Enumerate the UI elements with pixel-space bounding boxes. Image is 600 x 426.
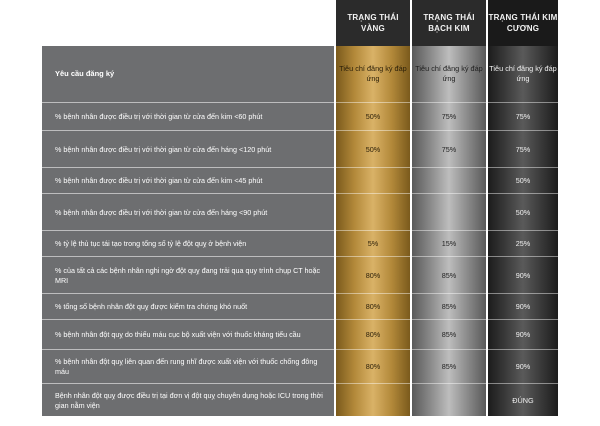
diamond-value: ĐÚNG <box>512 395 534 405</box>
requirement-row-7 <box>42 293 334 320</box>
requirement-label: % tỷ lệ thủ tục tái tạo trong tổng số tỷ lệ đột quỵ ở bệnh viện <box>55 239 247 248</box>
diamond-value-cell <box>488 319 558 350</box>
platinum-value: 85% <box>441 270 457 280</box>
gold-value-cell <box>336 230 410 257</box>
gold-value-cell <box>336 102 410 131</box>
gold-value-cell <box>336 349 410 384</box>
requirement-label: % tổng số bệnh nhân đột quỵ được kiểm tra chứng khó nuốt <box>55 302 248 311</box>
gold-status-title: TRẠNG THÁI VÀNG <box>347 13 399 33</box>
requirement-label: % của tất cả các bệnh nhân nghi ngờ đột quỵ đang trải qua quy trình chụp CT hoặc MRI <box>55 265 321 285</box>
requirements-header-row <box>42 46 334 102</box>
platinum-status-column <box>412 0 486 416</box>
requirement-row-4 <box>42 193 334 231</box>
gold-status-column <box>336 0 410 416</box>
diamond-value-cell <box>488 130 558 168</box>
gold-value-cell <box>336 293 410 320</box>
gold-value: 80% <box>365 330 381 339</box>
platinum-value-cell <box>412 383 486 417</box>
platinum-value-cell <box>412 349 486 384</box>
diamond-value: 50% <box>515 207 531 217</box>
gold-value-cell <box>336 383 410 417</box>
gold-criteria-cell <box>336 46 410 102</box>
platinum-status-title: TRẠNG THÁI BẠCH KIM <box>423 13 475 33</box>
diamond-status-column <box>488 0 558 416</box>
diamond-value-cell <box>488 230 558 257</box>
diamond-value-cell <box>488 256 558 294</box>
gold-value-cell <box>336 193 410 231</box>
requirement-row-9 <box>42 349 334 384</box>
diamond-value: 90% <box>515 270 531 280</box>
diamond-value-cell <box>488 293 558 320</box>
requirement-label: % bệnh nhân đột quỵ liên quan đến rung nhĩ được xuất viện với thuốc chống đông máu <box>55 357 318 376</box>
gold-status-header <box>336 0 410 46</box>
requirement-row-6 <box>42 256 334 294</box>
diamond-value: 50% <box>515 176 531 185</box>
requirements-header-label: Yêu cầu đăng ký <box>55 69 115 78</box>
platinum-value: 15% <box>441 239 457 248</box>
diamond-criteria-cell <box>488 46 558 102</box>
requirement-row-2 <box>42 130 334 168</box>
requirement-label: % bệnh nhân đột quỵ do thiếu máu cục bộ xuất viện với thuốc kháng tiểu cầu <box>55 330 301 339</box>
requirement-row-5 <box>42 230 334 257</box>
diamond-value: 90% <box>515 330 531 339</box>
platinum-value: 85% <box>441 362 457 371</box>
diamond-value-cell <box>488 102 558 131</box>
diamond-criteria-label: Tiêu chí đăng ký đáp ứng <box>489 64 557 83</box>
gold-value-cell <box>336 319 410 350</box>
diamond-value: 90% <box>515 302 531 311</box>
platinum-criteria-cell <box>412 46 486 102</box>
gold-value: 80% <box>365 302 381 311</box>
diamond-value: 75% <box>515 112 531 121</box>
diamond-value: 90% <box>515 362 531 371</box>
requirements-column <box>42 46 334 416</box>
platinum-value: 85% <box>441 302 457 311</box>
platinum-value-cell <box>412 130 486 168</box>
requirement-row-3 <box>42 167 334 194</box>
gold-value-cell <box>336 256 410 294</box>
gold-value-cell <box>336 167 410 194</box>
platinum-value-cell <box>412 167 486 194</box>
platinum-value: 85% <box>441 330 457 339</box>
gold-value: 50% <box>365 112 381 121</box>
requirement-label: Bệnh nhân đột quỵ được điều trị tại đơn vị đột quỵ chuyên dụng hoặc ICU trong thời gian nằm viện <box>55 390 323 410</box>
diamond-status-title: TRẠNG THÁI KIM CƯƠNG <box>488 13 558 33</box>
requirement-label: % bệnh nhân được điều trị với thời gian từ cửa đến háng <120 phút <box>55 144 272 154</box>
platinum-status-header <box>412 0 486 46</box>
diamond-status-header <box>488 0 558 46</box>
requirement-row-1 <box>42 102 334 131</box>
diamond-value-cell <box>488 167 558 194</box>
platinum-value-cell <box>412 230 486 257</box>
platinum-value-cell <box>412 293 486 320</box>
gold-criteria-label: Tiêu chí đăng ký đáp ứng <box>339 64 407 83</box>
diamond-value: 25% <box>515 239 531 248</box>
diamond-value: 75% <box>515 144 531 154</box>
diamond-value-cell <box>488 383 558 417</box>
gold-value-cell <box>336 130 410 168</box>
diamond-value-cell <box>488 349 558 384</box>
requirement-label: % bệnh nhân được điều trị với thời gian từ cửa đến kim <45 phút <box>55 176 263 185</box>
requirement-label: % bệnh nhân được điều trị với thời gian từ cửa đến háng <90 phút <box>55 207 268 217</box>
gold-value: 80% <box>365 362 381 371</box>
requirement-row-8 <box>42 319 334 350</box>
requirement-label: % bệnh nhân được điều trị với thời gian từ cửa đến kim <60 phút <box>55 112 263 121</box>
gold-value: 80% <box>365 270 381 280</box>
gold-value: 50% <box>365 144 381 154</box>
platinum-value-cell <box>412 193 486 231</box>
platinum-value: 75% <box>441 112 457 121</box>
platinum-value: 75% <box>441 144 457 154</box>
platinum-criteria-label: Tiêu chí đăng ký đáp ứng <box>415 64 483 83</box>
platinum-value-cell <box>412 256 486 294</box>
gold-value: 5% <box>367 239 379 248</box>
platinum-value-cell <box>412 102 486 131</box>
requirement-row-10 <box>42 383 334 417</box>
platinum-value-cell <box>412 319 486 350</box>
diamond-value-cell <box>488 193 558 231</box>
